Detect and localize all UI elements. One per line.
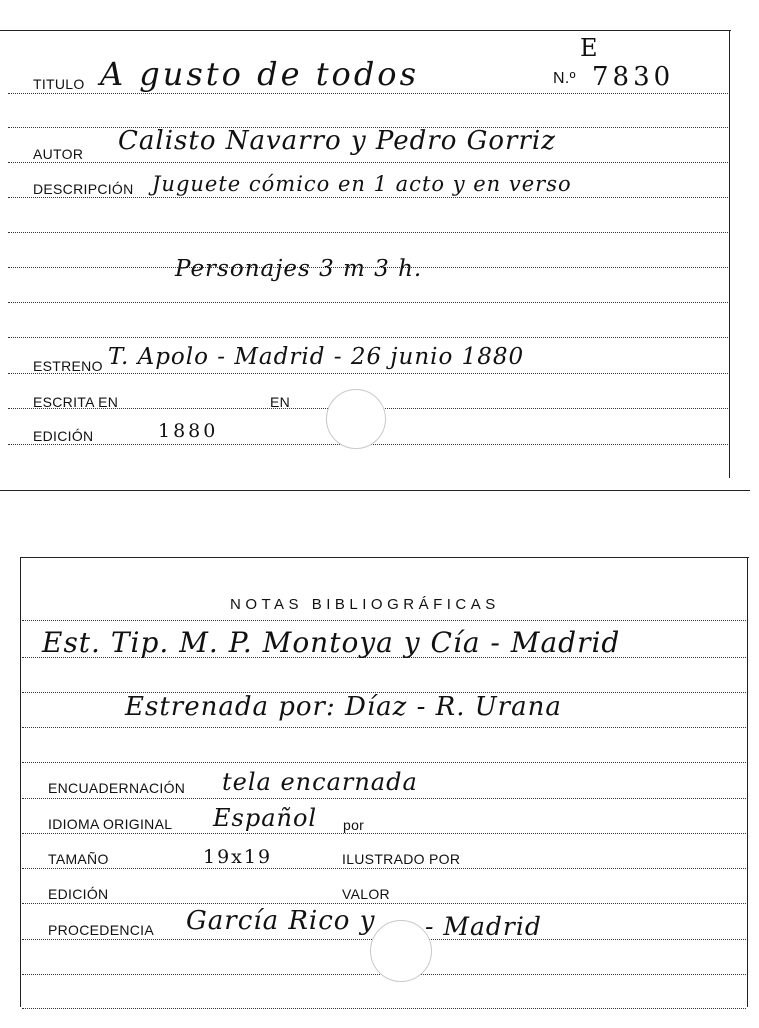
edicion-value: 1880 — [158, 420, 219, 442]
encuadernacion-value: tela encarnada — [222, 768, 418, 796]
procedencia-city: - Madrid — [425, 912, 542, 941]
autor-label: AUTOR — [33, 146, 84, 162]
dotted-rule — [8, 197, 728, 198]
dotted-rule — [22, 620, 746, 621]
idioma-original-value: Español — [213, 804, 318, 832]
dotted-rule — [8, 232, 728, 233]
descripcion-label: DESCRIPCIÓN — [33, 181, 134, 197]
titulo-value: A gusto de todos — [100, 55, 419, 93]
dotted-rule — [22, 903, 746, 904]
idioma-original-label: IDIOMA ORIGINAL — [48, 816, 173, 832]
dotted-rule — [8, 337, 728, 338]
punch-hole — [370, 920, 432, 982]
numero-prefix: E — [580, 34, 599, 62]
card-top-border — [0, 30, 731, 31]
por-label: por — [343, 817, 365, 833]
encuadernacion-label: ENCUADERNACIÓN — [48, 780, 186, 796]
punch-hole — [326, 389, 386, 449]
en-label: EN — [270, 394, 291, 410]
escrita-en-label: ESCRITA EN — [33, 394, 119, 410]
procedencia-value: García Rico y — [186, 906, 376, 936]
card-top-border — [20, 557, 749, 558]
numero-label: N.º — [553, 70, 576, 87]
dotted-rule — [8, 93, 728, 94]
dotted-rule — [22, 868, 746, 869]
personajes-value: Personajes 3 m 3 h. — [175, 256, 423, 282]
note-line-1: Est. Tip. M. P. Montoya y Cía - Madrid — [42, 626, 621, 659]
dotted-rule — [22, 727, 746, 728]
titulo-label: TITULO — [33, 76, 85, 92]
descripcion-value: Juguete cómico en 1 acto y en verso — [152, 172, 572, 196]
card-left-border — [20, 557, 21, 1007]
autor-value: Calisto Navarro y Pedro Gorriz — [118, 126, 556, 156]
dotted-rule — [22, 1008, 746, 1009]
edicion-label: EDICIÓN — [48, 886, 109, 902]
numero-value: 7830 — [592, 62, 675, 92]
ilustrado-por-label: ILUSTRADO POR — [342, 851, 461, 867]
card-right-border — [729, 30, 730, 478]
valor-label: VALOR — [342, 886, 390, 902]
tamano-value: 19x19 — [203, 846, 273, 868]
dotted-rule — [8, 162, 728, 163]
notas-header: NOTAS BIBLIOGRÁFICAS — [230, 596, 500, 613]
dotted-rule — [8, 373, 728, 374]
dotted-rule — [22, 762, 746, 763]
dotted-rule — [8, 302, 728, 303]
note-line-2: Estrenada por: Díaz - R. Urana — [125, 692, 562, 722]
edicion-label: EDICIÓN — [33, 428, 94, 444]
estreno-value: T. Apolo - Madrid - 26 junio 1880 — [108, 344, 525, 370]
procedencia-label: PROCEDENCIA — [48, 922, 154, 938]
estreno-label: ESTRENO — [33, 358, 103, 374]
dotted-rule — [22, 798, 746, 799]
tamano-label: TAMAÑO — [48, 851, 109, 867]
card-bottom-border — [0, 490, 750, 491]
dotted-rule — [22, 833, 746, 834]
card-right-border — [747, 557, 748, 1007]
